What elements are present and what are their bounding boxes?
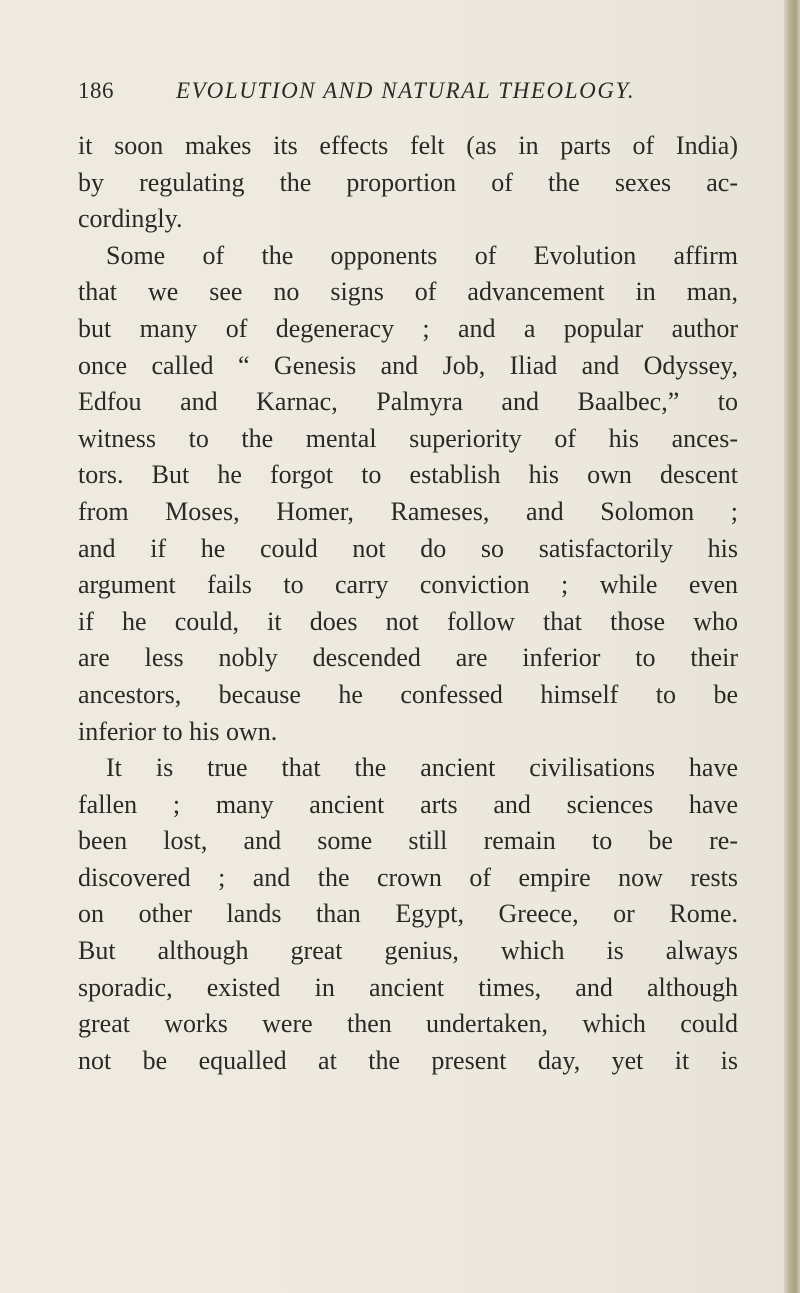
text-line: by regulating the proportion of the sexes ac- bbox=[78, 167, 738, 197]
page-binding-edge bbox=[784, 0, 800, 1293]
text-line: once called “ Genesis and Job, Iliad and Odyssey, bbox=[78, 350, 738, 380]
text-line: witness to the mental superiority of his ances- bbox=[78, 423, 738, 453]
body-text bbox=[78, 128, 738, 1079]
text-line: inferior to his own. bbox=[78, 716, 278, 746]
text-line: cordingly. bbox=[78, 204, 183, 234]
text-line: been lost, and some still remain to be re- bbox=[78, 826, 738, 856]
page-header bbox=[78, 76, 738, 116]
text-line: great works were then undertaken, which could bbox=[78, 1009, 738, 1039]
text-line: not be equalled at the present day, yet it is bbox=[78, 1045, 738, 1075]
text-line: It is true that the ancient civilisations have bbox=[106, 753, 738, 783]
text-line: if he could, it does not follow that those who bbox=[78, 606, 738, 636]
text-line: But although great genius, which is always bbox=[78, 936, 738, 966]
text-line: fallen ; many ancient arts and sciences have bbox=[78, 789, 738, 819]
text-line: tors. But he forgot to establish his own descent bbox=[78, 460, 738, 490]
text-line: it soon makes its effects felt (as in parts of India) bbox=[78, 131, 738, 160]
running-title: EVOLUTION AND NATURAL THEOLOGY. bbox=[176, 78, 636, 103]
text-line: from Moses, Homer, Rameses, and Solomon ; bbox=[78, 496, 738, 526]
text-line: sporadic, existed in ancient times, and although bbox=[78, 972, 738, 1002]
page-number: 186 bbox=[78, 78, 114, 103]
text-line: but many of degeneracy ; and a popular author bbox=[78, 313, 738, 343]
text-line: ancestors, because he confessed himself to be bbox=[78, 679, 738, 709]
text-line: on other lands than Egypt, Greece, or Rome. bbox=[78, 899, 738, 929]
text-line: Edfou and Karnac, Palmyra and Baalbec,” to bbox=[78, 387, 738, 417]
text-line: argument fails to carry conviction ; while even bbox=[78, 570, 738, 600]
text-line: discovered ; and the crown of empire now rests bbox=[78, 862, 738, 892]
text-line: and if he could not do so satisfactorily his bbox=[78, 533, 738, 563]
text-line: that we see no signs of advancement in man, bbox=[78, 277, 738, 307]
text-line: Some of the opponents of Evolution affirm bbox=[106, 240, 738, 270]
text-line: are less nobly descended are inferior to their bbox=[78, 643, 738, 673]
